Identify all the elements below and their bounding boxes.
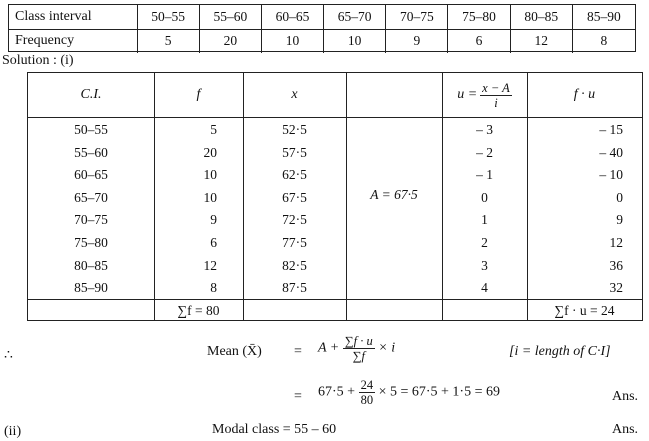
u-cell: – 1 [476,167,493,183]
class-cell: 50–55 [138,5,200,29]
sum-fu: ∑f · u = 24 [554,303,615,318]
calc-numerator: 24 [360,378,374,392]
header-fu: f · u [573,87,596,102]
frequency-row [9,29,635,53]
class-cell: 70–75 [386,5,448,29]
header-u-lhs: u = [457,87,478,102]
class-interval-label: Class interval [9,5,138,29]
x-cell: 67·5 [282,189,307,205]
class-cell: 55–60 [200,5,262,29]
f-cell: 6 [210,234,217,250]
ci-column [28,119,154,300]
f-cell: 12 [203,257,217,273]
modal-class: Modal class = 55 – 60 [212,422,337,437]
u-column [442,119,527,300]
class-cell: 85–90 [586,9,621,24]
part-ii-label: (ii) [4,424,22,439]
ci-cell: 60–65 [74,167,108,183]
u-cell: 4 [481,280,488,296]
u-cell: – 2 [476,144,493,160]
calc-a: 67·5 + [318,384,356,400]
header-ci: C.I. [80,87,102,102]
fu-cell: 12 [609,234,623,250]
header-u-denominator: i [494,95,498,110]
solution-table [27,72,643,321]
fu-cell: 36 [609,257,623,273]
fu-cell: – 15 [599,122,623,137]
f-cell: 10 [203,167,217,183]
x-cell: 57·5 [282,144,307,160]
sum-f: ∑f = 80 [177,303,220,318]
calc-denominator: 80 [360,393,374,407]
fu-cell: 32 [609,280,623,296]
mean-formula [318,334,395,363]
formula-numerator: ∑f · u [344,334,373,348]
u-cell: 2 [481,234,488,250]
ci-cell: 75–80 [74,234,108,250]
class-cell: 60–65 [262,5,324,29]
ci-cell: 85–90 [74,280,108,296]
x-cell: 52·5 [282,122,307,137]
frequency-cell: 8 [600,33,608,48]
mean-label: Mean (X̄) [207,344,262,359]
class-cell: 75–80 [448,5,510,29]
answer-mark: Ans. [612,389,639,404]
calc-tail: × 5 = 67·5 + 1·5 = 69 [378,384,500,400]
fu-column [527,119,623,300]
f-cell: 10 [203,189,217,205]
class-interval-row [9,5,635,30]
mean-equals: = [294,344,302,359]
frequency-cell: 12 [511,29,573,53]
u-cell: – 3 [476,122,493,137]
formula-fraction [343,334,375,363]
frequency-cell: 20 [200,29,262,53]
u-cell: 1 [481,212,488,228]
fu-cell: 0 [616,189,623,205]
class-cell: 65–70 [324,5,386,29]
header-u-numerator: x − A [482,80,510,95]
formula-a: A + [318,340,340,356]
header-u-fraction [480,81,512,110]
f-cell: 9 [210,212,217,228]
x-cell: 62·5 [282,167,307,183]
fu-cell: 9 [616,212,623,228]
mean-calculation [318,378,500,407]
calc-equals: = [294,389,302,404]
f-column [154,119,217,300]
ci-cell: 50–55 [74,122,108,137]
frequency-cell: 10 [324,29,386,53]
fu-cell: – 10 [599,167,623,183]
answer-mark: Ans. [612,422,639,437]
frequency-cell: 10 [262,29,324,53]
formula-tail: × i [378,340,396,356]
x-cell: 72·5 [282,212,307,228]
x-cell: 77·5 [282,234,307,250]
f-cell: 8 [210,280,217,296]
header-u [442,73,527,117]
class-cell: 80–85 [511,5,573,29]
ci-cell: 65–70 [74,189,108,205]
x-cell: 82·5 [282,257,307,273]
calc-fraction [359,378,376,407]
ci-cell: 55–60 [74,144,108,160]
length-note: [i = length of C·I] [509,344,611,359]
f-cell: 5 [210,122,217,137]
f-cell: 20 [203,144,217,160]
u-cell: 0 [481,189,488,205]
header-divider [28,117,642,118]
frequency-table [8,4,636,52]
header-f: f [196,87,201,102]
fu-cell: – 40 [599,144,623,160]
x-column [243,119,346,300]
therefore-symbol: ∴ [4,348,13,363]
solution-label: Solution : (i) [2,53,74,68]
frequency-cell: 5 [138,29,200,53]
assumed-mean: A = 67·5 [370,187,418,202]
u-cell: 3 [481,257,488,273]
frequency-cell: 9 [386,29,448,53]
x-cell: 87·5 [282,280,307,296]
frequency-cell: 6 [448,29,510,53]
frequency-label: Frequency [9,29,138,53]
ci-cell: 80–85 [74,257,108,273]
formula-denominator: ∑f [352,349,365,363]
ci-cell: 70–75 [74,212,108,228]
header-x: x [291,87,298,102]
